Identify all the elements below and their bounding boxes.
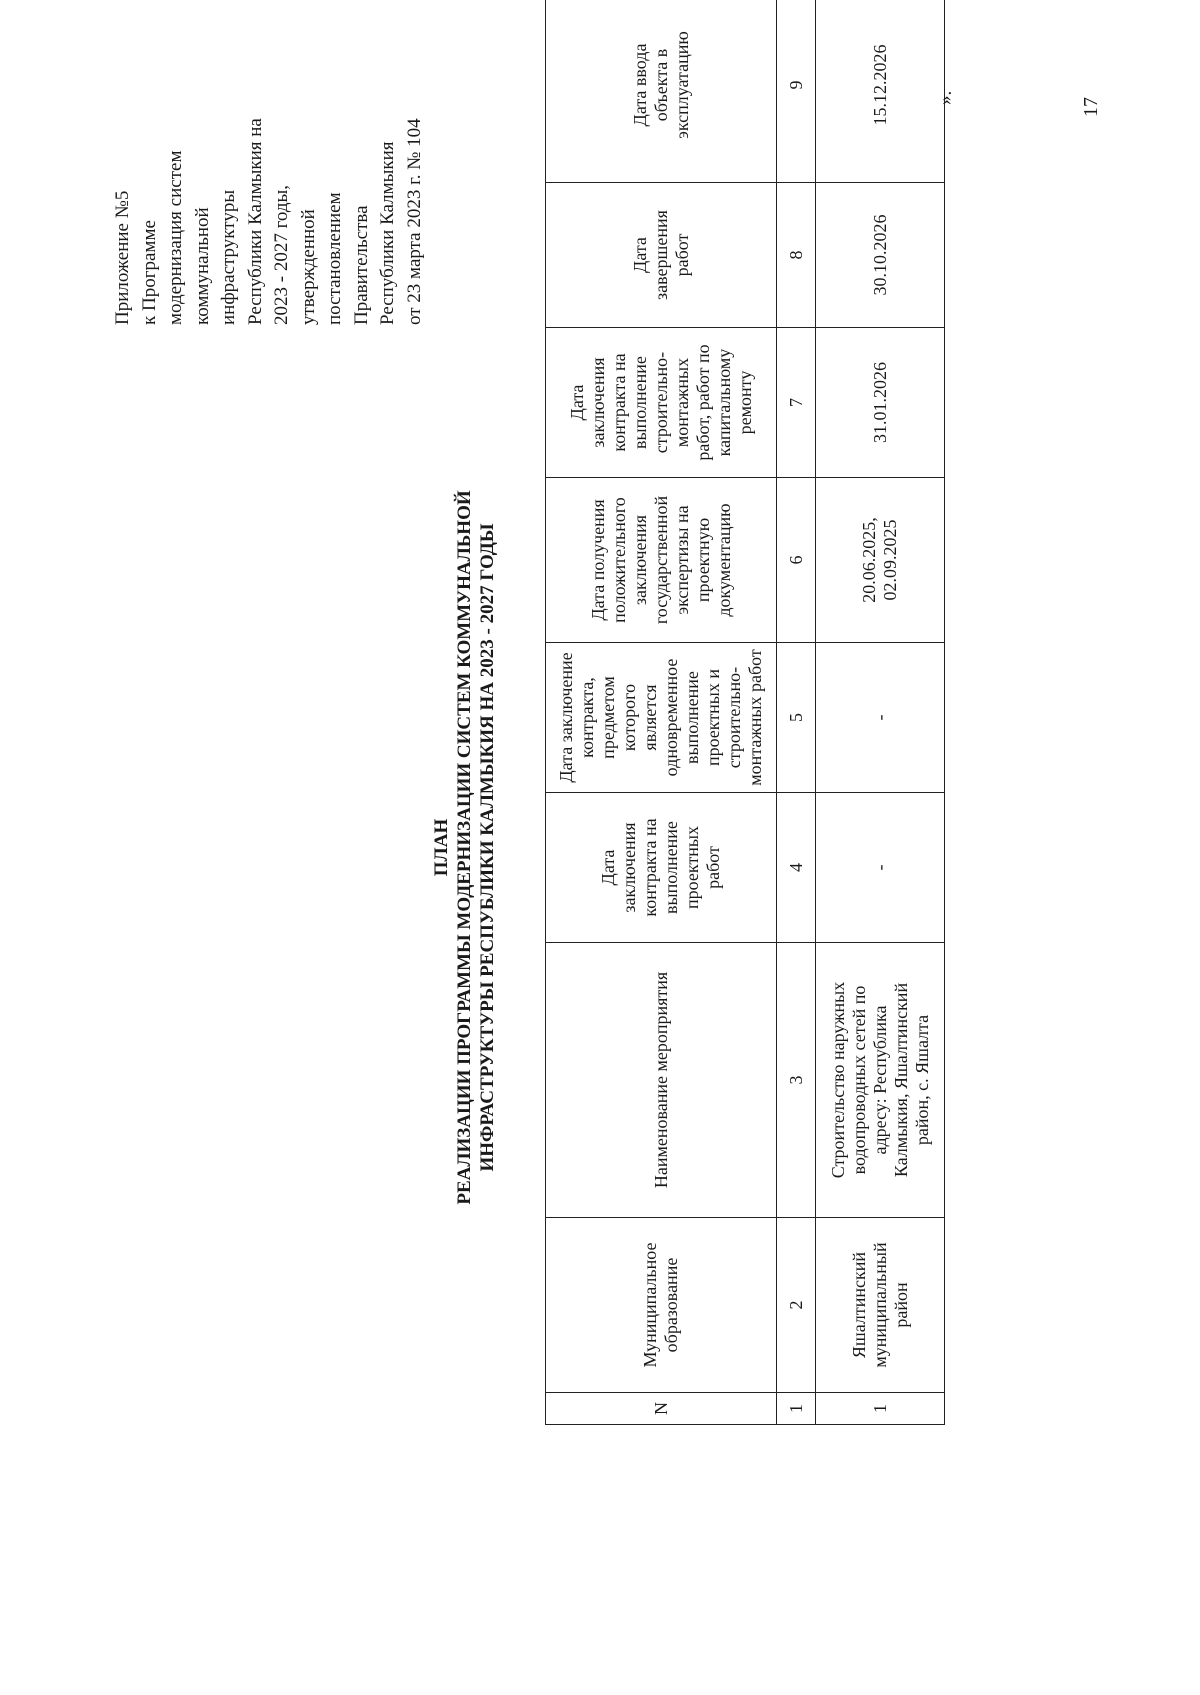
- column-number: 9: [777, 0, 816, 183]
- cell-design-contract-date: -: [816, 793, 945, 943]
- document-title: [430, 0, 499, 1695]
- cell-construction-contract-date: 31.01.2026: [816, 328, 945, 478]
- column-number: 7: [777, 328, 816, 478]
- column-number: 2: [777, 1218, 816, 1393]
- column-number: 4: [777, 793, 816, 943]
- title-line-3: ИНФРАСТРУКТУРЫ РЕСПУБЛИКИ КАЛМЫКИЯ НА 2023 - 2027 ГОДЫ: [477, 523, 498, 1172]
- header-construction-contract-date: Дата заключения контракта на выполнение строительно- монтажных работ, работ по капитальному ремонту: [546, 328, 777, 478]
- cell-municipality: Яшалтинский муниципальный район: [816, 1218, 945, 1393]
- cell-event-name: Строительство наружных водопроводных сетей по адресу: Республика Калмыкия, Яшалтинский район, с. Яшалта: [816, 943, 945, 1218]
- title-plan: ПЛАН: [431, 818, 452, 877]
- header-combined-contract-date: Дата заключение контракта, предметом которого является одновременное выполнение проектных и строительно- монтажных работ: [546, 643, 777, 793]
- header-completion-date: Дата завершения работ: [546, 183, 777, 328]
- column-number: 3: [777, 943, 816, 1218]
- cell-completion-date: 30.10.2026: [816, 183, 945, 328]
- cell-commissioning-date: 15.12.2026: [816, 0, 945, 183]
- closing-quote-mark: ».: [935, 90, 956, 105]
- header-design-contract-date: Дата заключения контракта на выполнение проектных работ: [546, 793, 777, 943]
- table-header-row: [546, 0, 777, 1425]
- column-number: 1: [777, 1393, 816, 1425]
- plan-table: [545, 0, 945, 1425]
- header-expertise-date: Дата получения положительного заключения государственной экспертизы на проектную документацию: [546, 478, 777, 643]
- title-line-2: РЕАЛИЗАЦИИ ПРОГРАММЫ МОДЕРНИЗАЦИИ СИСТЕМ КОММУНАЛЬНОЙ: [454, 490, 475, 1205]
- header-commissioning-date: Дата ввода объекта в эксплуатацию: [546, 0, 777, 183]
- column-number: 5: [777, 643, 816, 793]
- cell-expertise-date: 20.06.2025, 02.09.2025: [816, 478, 945, 643]
- page-number: 17: [1080, 97, 1102, 117]
- header-municipality: Муниципальное образование: [546, 1218, 777, 1393]
- column-number-row: [777, 0, 816, 1425]
- cell-combined-contract-date: -: [816, 643, 945, 793]
- cell-n: 1: [816, 1393, 945, 1425]
- header-n: N: [546, 1393, 777, 1425]
- header-event-name: Наименование мероприятия: [546, 943, 777, 1218]
- column-number: 8: [777, 183, 816, 328]
- column-number: 6: [777, 478, 816, 643]
- appendix-note: Приложение №5 к Программе модернизация систем коммунальной инфраструктуры Республики Калмыкия на 2023 - 2027 годы, утвержденной постановлением Правительства Республики Калмыкия от 23 марта 2023 г. № 104: [112, 118, 425, 325]
- table-row: [816, 0, 945, 1425]
